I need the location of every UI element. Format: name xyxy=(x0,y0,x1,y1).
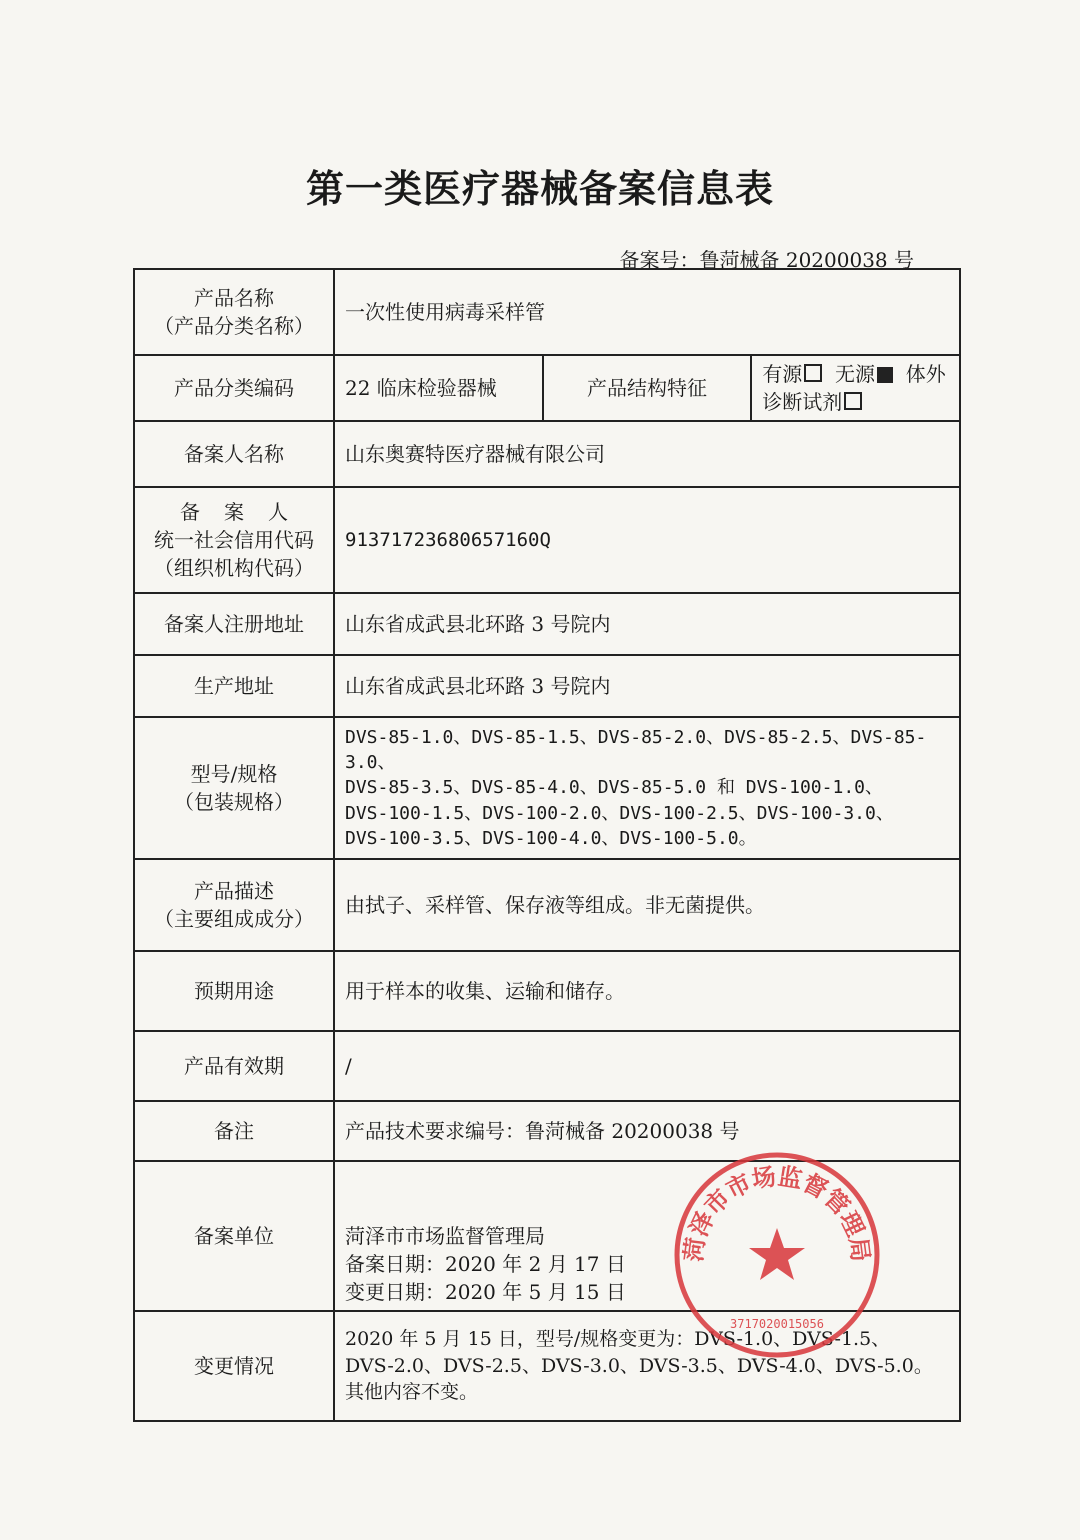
label-line: 型号/规格 xyxy=(190,762,278,786)
label-structure: 产品结构特征 xyxy=(543,355,752,421)
option-ivd: 体外诊断试剂 xyxy=(762,362,946,414)
label-intended-use: 预期用途 xyxy=(134,951,334,1031)
table-row xyxy=(134,859,960,951)
filed-date: 备案日期：2020 年 2 月 17 日 xyxy=(345,1252,626,1276)
table-row xyxy=(134,421,960,487)
label-line: （包装规格） xyxy=(174,790,294,814)
model-line: DVS-100-3.5、DVS-100-4.0、DVS-100-5.0。 xyxy=(345,827,757,849)
value-description: 由拭子、采样管、保存液等组成。非无菌提供。 xyxy=(334,859,960,951)
model-line: DVS-100-1.5、DVS-100-2.0、DVS-100-2.5、DVS-100-3.0、 xyxy=(345,802,894,824)
value-model xyxy=(334,717,960,859)
label-line: 统一社会信用代码 xyxy=(154,528,314,552)
unit-org: 菏泽市市场监督管理局 xyxy=(345,1224,545,1248)
label-product-name xyxy=(134,269,334,355)
table-row xyxy=(134,655,960,717)
value-credit-code: 91371723680657160Q xyxy=(334,487,960,593)
table-row xyxy=(134,487,960,593)
table-row xyxy=(134,1031,960,1101)
model-line: DVS-85-3.5、DVS-85-4.0、DVS-85-5.0 和 DVS-100-1.0、 xyxy=(345,777,883,799)
label-description xyxy=(134,859,334,951)
change-line: DVS-2.0、DVS-2.5、DVS-3.0、DVS-3.5、DVS-4.0、DVS-5.0。 xyxy=(345,1354,933,1377)
value-class-code: 22 临床检验器械 xyxy=(334,355,543,421)
checkbox-checked-icon xyxy=(877,367,893,383)
table-row xyxy=(134,1311,960,1421)
label-class-code: 产品分类编码 xyxy=(134,355,334,421)
label-filer-name: 备案人名称 xyxy=(134,421,334,487)
label-reg-address: 备案人注册地址 xyxy=(134,593,334,655)
label-line: 备案人 xyxy=(180,500,312,524)
table-row xyxy=(134,1101,960,1161)
table-row xyxy=(134,269,960,355)
table-row xyxy=(134,951,960,1031)
record-info-table xyxy=(133,268,961,1422)
record-number: 备案号：鲁菏械备 20200038 号 xyxy=(619,248,914,272)
value-filer-name: 山东奥赛特医疗器械有限公司 xyxy=(334,421,960,487)
label-line: （主要组成成分） xyxy=(154,907,314,931)
page-title: 第一类医疗器械备案信息表 xyxy=(305,167,774,211)
table-row xyxy=(134,593,960,655)
label-line: （产品分类名称） xyxy=(154,314,314,338)
change-line: 其他内容不变。 xyxy=(345,1381,479,1404)
option-active: 有源 xyxy=(762,362,803,386)
value-intended-use: 用于样本的收集、运输和储存。 xyxy=(334,951,960,1031)
change-line: 2020 年 5 月 15 日，型号/规格变更为：DVS-1.0、DVS-1.5、 xyxy=(345,1328,891,1351)
option-passive: 无源 xyxy=(835,362,876,386)
checkbox-unchecked-icon xyxy=(804,364,822,382)
value-validity: / xyxy=(334,1031,960,1101)
label-remarks: 备注 xyxy=(134,1101,334,1161)
label-unit: 备案单位 xyxy=(134,1161,334,1311)
value-reg-address: 山东省成武县北环路 3 号院内 xyxy=(334,593,960,655)
table-row xyxy=(134,717,960,859)
label-line: 产品名称 xyxy=(194,286,274,310)
value-prod-address: 山东省成武县北环路 3 号院内 xyxy=(334,655,960,717)
label-model xyxy=(134,717,334,859)
value-product-name: 一次性使用病毒采样管 xyxy=(334,269,960,355)
value-remarks: 产品技术要求编号：鲁菏械备 20200038 号 xyxy=(334,1101,960,1161)
seal-arc-text: 菏泽市市场监督管理局 xyxy=(679,1162,875,1264)
checkbox-unchecked-icon xyxy=(844,392,862,410)
model-line: DVS-85-1.0、DVS-85-1.5、DVS-85-2.0、DVS-85-2.5、DVS-85-3.0、 xyxy=(345,727,927,774)
table-row xyxy=(134,1161,960,1311)
label-line: 产品描述 xyxy=(194,879,274,903)
label-validity: 产品有效期 xyxy=(134,1031,334,1101)
value-changes xyxy=(334,1311,960,1421)
table-row xyxy=(134,355,960,421)
label-credit-code xyxy=(134,487,334,593)
label-line: （组织机构代码） xyxy=(154,556,314,580)
label-prod-address: 生产地址 xyxy=(134,655,334,717)
changed-date: 变更日期：2020 年 5 月 15 日 xyxy=(345,1280,626,1304)
label-changes: 变更情况 xyxy=(134,1311,334,1421)
seal-code: 3717020015056 xyxy=(730,1317,824,1331)
value-structure xyxy=(751,355,960,421)
value-unit xyxy=(334,1161,960,1311)
